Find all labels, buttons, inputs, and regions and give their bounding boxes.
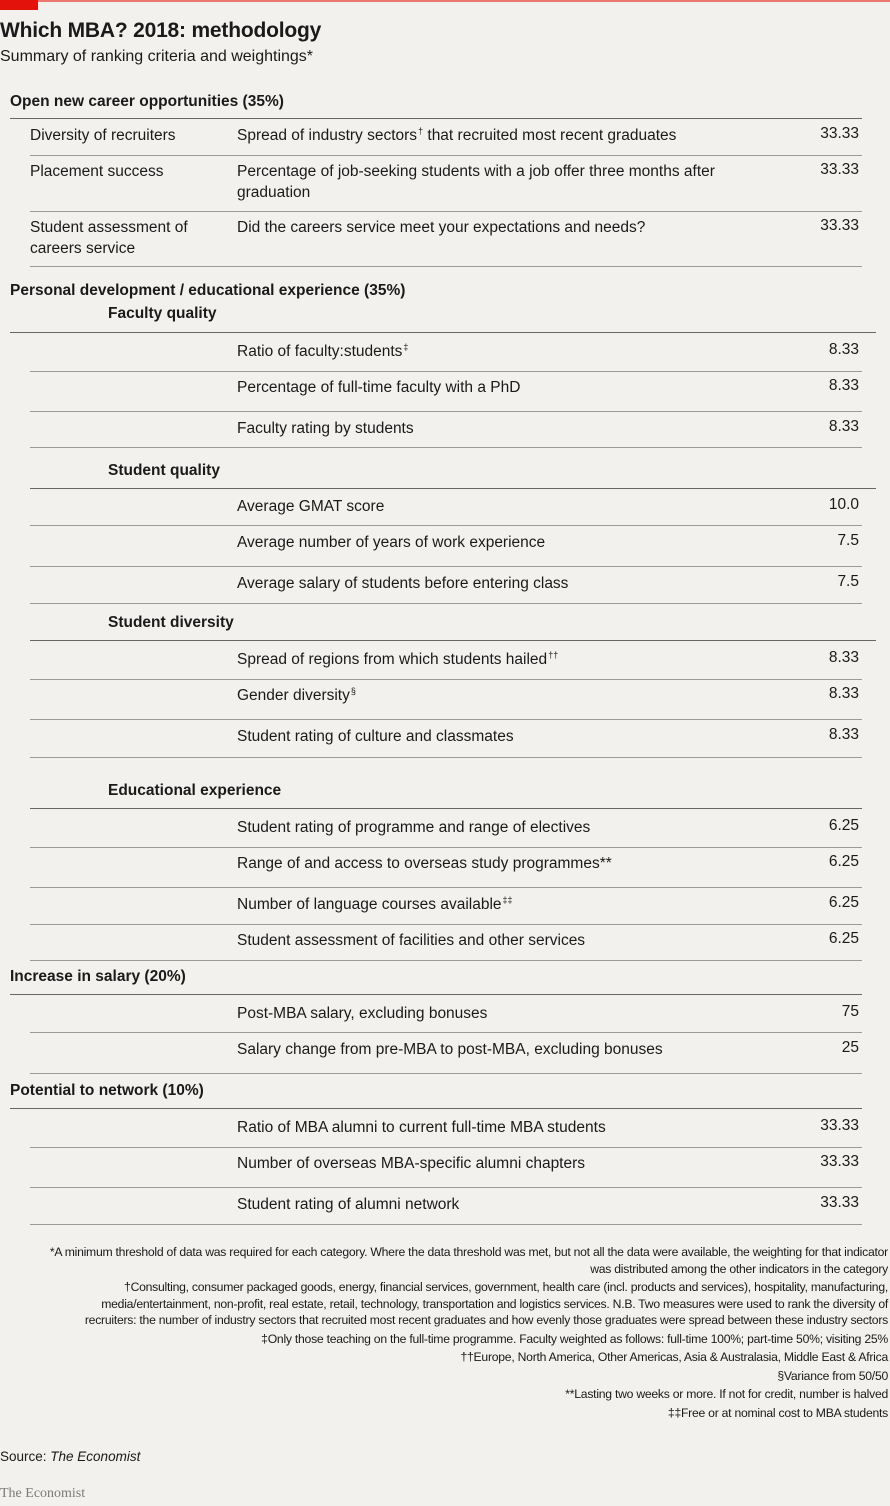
footnote: §Variance from 50/50 <box>777 1368 888 1383</box>
weight-value: 8.33 <box>828 418 859 435</box>
subsection-heading-educational: Educational experience <box>108 782 282 799</box>
row-rule <box>30 1073 862 1074</box>
table-row-description: Student rating of programme and range of electives <box>237 819 591 836</box>
footnote: *A minimum threshold of data was required for each category. Where the data threshold was met, but not all the data were available, the weighting for that indicator was distributed among the other indicators in the category <box>49 1245 888 1276</box>
footnotes <box>48 1244 888 1423</box>
weight-value: 33.33 <box>820 217 859 234</box>
section-rule <box>10 1108 862 1109</box>
table-row-description: Did the careers service meet your expectations and needs? <box>237 219 646 236</box>
weight-value: 6.25 <box>828 894 859 911</box>
criterion-label: Placement success <box>30 163 164 180</box>
weight-value: 6.25 <box>828 817 859 834</box>
table-row-description: Student assessment of facilities and other services <box>237 932 586 949</box>
row-rule <box>30 211 862 212</box>
weight-value: 33.33 <box>820 1194 859 1211</box>
row-rule <box>30 960 862 961</box>
table-row-description: Post-MBA salary, excluding bonuses <box>237 1005 488 1022</box>
row-rule <box>30 757 862 758</box>
criterion-label: Student assessment of careers service <box>30 219 188 257</box>
table-row-description: Student rating of alumni network <box>237 1196 460 1213</box>
section-heading-personal: Personal development / educational experience (35%) <box>10 282 406 299</box>
section-heading-network: Potential to network (10%) <box>10 1082 204 1099</box>
weight-value: 7.5 <box>837 573 859 590</box>
weight-value: 8.33 <box>828 726 859 743</box>
row-rule <box>30 719 862 720</box>
weight-value: 10.0 <box>828 496 859 513</box>
row-rule <box>30 447 862 448</box>
footer-logo: The Economist <box>0 1486 86 1501</box>
table-row-description: Average number of years of work experience <box>237 534 546 551</box>
section-heading-career: Open new career opportunities (35%) <box>10 93 284 110</box>
weight-value: 6.25 <box>828 853 859 870</box>
row-rule <box>30 679 862 680</box>
subsection-heading-student-quality: Student quality <box>108 462 220 479</box>
section-rule <box>30 640 876 641</box>
footnote: ‡Only those teaching on the full-time programme. Faculty weighted as follows: full-time 100%; part-time 50%; visiting 25% <box>261 1331 888 1346</box>
section-heading-salary: Increase in salary (20%) <box>10 968 186 985</box>
table-row-description: Student rating of culture and classmates <box>237 728 514 745</box>
table-row-description: Ratio of faculty:students‡ <box>237 342 409 360</box>
row-rule <box>30 525 862 526</box>
subsection-heading-faculty: Faculty quality <box>108 305 217 322</box>
criterion-label: Diversity of recruiters <box>30 127 176 144</box>
weight-value: 33.33 <box>820 1117 859 1134</box>
table-row-description: Number of language courses available‡‡ <box>237 895 513 913</box>
page-title: Which MBA? 2018: methodology <box>0 19 322 42</box>
top-rule <box>0 0 890 2</box>
subsection-heading-student-diversity: Student diversity <box>108 614 234 631</box>
row-rule <box>30 155 862 156</box>
weight-value: 33.33 <box>820 125 859 142</box>
weight-value: 8.33 <box>828 649 859 666</box>
footnote: ‡‡Free or at nominal cost to MBA students <box>667 1405 888 1420</box>
weight-value: 8.33 <box>828 341 859 358</box>
footnote: **Lasting two weeks or more. If not for credit, number is halved <box>565 1387 888 1401</box>
table-row-description: Spread of regions from which students hailed†† <box>237 650 559 668</box>
weight-value: 75 <box>841 1003 859 1020</box>
table-row-description: Faculty rating by students <box>237 420 414 437</box>
table-row-description: Salary change from pre-MBA to post-MBA, excluding bonuses <box>237 1041 663 1058</box>
page-subtitle: Summary of ranking criteria and weightings* <box>0 48 314 65</box>
weight-value: 8.33 <box>828 377 859 394</box>
table-row-description: Gender diversity§ <box>237 686 356 704</box>
weight-value: 25 <box>841 1039 859 1056</box>
weight-value: 33.33 <box>820 1153 859 1170</box>
row-rule <box>30 1187 862 1188</box>
source-name: The Economist <box>50 1449 141 1464</box>
row-rule <box>30 566 862 567</box>
row-rule <box>30 603 862 604</box>
weight-value: 8.33 <box>828 685 859 702</box>
section-rule <box>30 808 862 809</box>
section-rule <box>10 118 862 119</box>
table-row-description: Average GMAT score <box>237 498 385 515</box>
row-rule <box>30 1147 862 1148</box>
section-rule <box>30 488 876 489</box>
table-row-description: Range of and access to overseas study programmes** <box>237 855 612 872</box>
row-rule <box>30 887 862 888</box>
row-rule <box>30 924 862 925</box>
brand-tab <box>0 0 38 10</box>
section-rule <box>10 994 862 995</box>
table-row-description: Percentage of full-time faculty with a PhD <box>237 379 521 396</box>
table-row-description: Ratio of MBA alumni to current full-time MBA students <box>237 1119 606 1136</box>
table-row-description: Spread of industry sectors† that recruited most recent graduates <box>237 126 677 144</box>
weight-value: 6.25 <box>828 930 859 947</box>
weight-value: 7.5 <box>837 532 859 549</box>
footnote: ††Europe, North America, Other Americas, Asia & Australasia, Middle East & Africa <box>460 1350 888 1364</box>
row-rule <box>30 371 862 372</box>
row-rule <box>30 847 862 848</box>
weight-value: 33.33 <box>820 161 859 178</box>
table-row-description: Percentage of job-seeking students with a job offer three months after graduation <box>237 163 715 201</box>
footnote: †Consulting, consumer packaged goods, energy, financial services, government, health care (incl. products and services), hospitality, manufacturing, media/entertainment, non-profit, real estate, retail, technology, transportation and logistics services. N.B. Two measures were used to rank the diversity of recruiters: the number of industry sectors that recruited most recent graduates and how evenly those graduates were spread between these industry sectors <box>84 1280 888 1327</box>
source-line: Source: The Economist <box>0 1449 141 1464</box>
row-rule <box>30 1224 862 1225</box>
table-row-description: Number of overseas MBA-specific alumni chapters <box>237 1155 586 1172</box>
table-row-description: Average salary of students before entering class <box>237 575 569 592</box>
section-rule <box>10 332 876 333</box>
row-rule <box>30 411 862 412</box>
row-rule <box>30 1032 862 1033</box>
row-rule <box>30 266 862 267</box>
